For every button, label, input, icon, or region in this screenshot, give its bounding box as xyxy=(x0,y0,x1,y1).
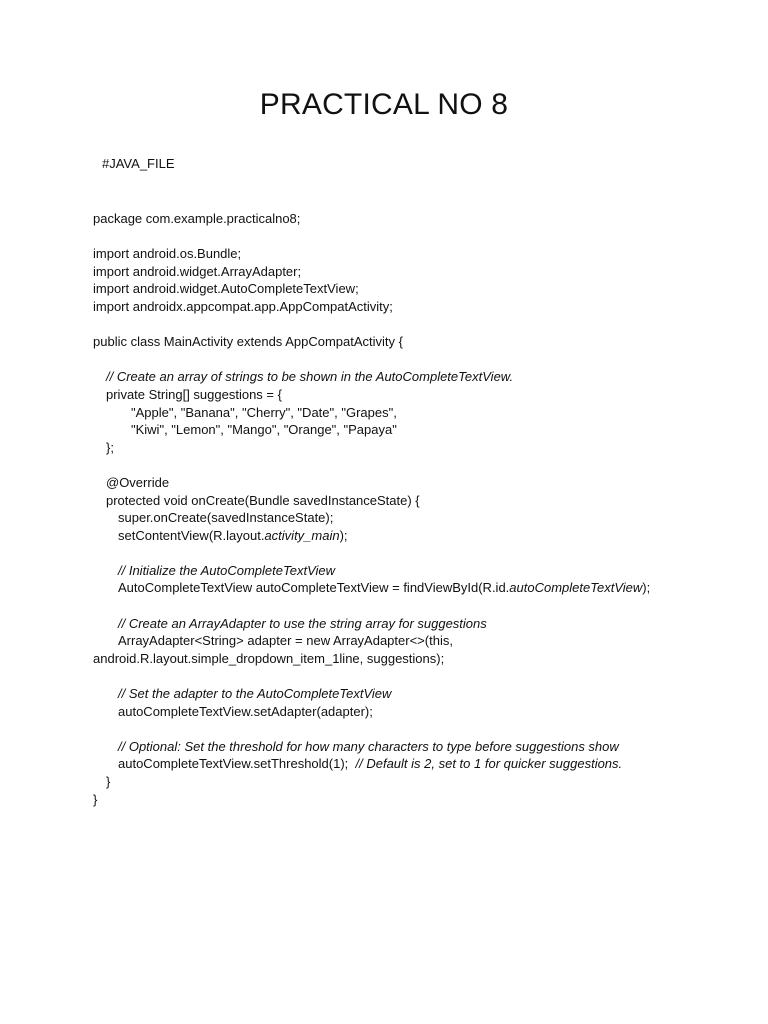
code-line-suggestions-row1: "Apple", "Banana", "Cherry", "Date", "Grapes", xyxy=(131,404,397,420)
code-line-blank xyxy=(93,456,733,474)
code-line-setcontentview xyxy=(93,527,733,545)
code-line-suggestions-decl: private String[] suggestions = { xyxy=(106,386,282,402)
code-comment-set-adapter: // Set the adapter to the AutoCompleteTextView xyxy=(118,686,392,702)
code-text: setContentView(R.layout. xyxy=(118,527,265,543)
code-line-override: @Override xyxy=(106,474,170,490)
code-line-method-close: } xyxy=(106,774,111,789)
code-comment-adapter: // Create an ArrayAdapter to use the string array for suggestions xyxy=(118,615,487,631)
code-line-import-arrayadapter: import android.widget.ArrayAdapter; xyxy=(93,263,302,279)
code-comment-array: // Create an array of strings to be shown in the AutoCompleteTextView. xyxy=(106,369,514,385)
code-line-findviewbyid xyxy=(93,579,733,597)
code-line-blank xyxy=(93,597,733,615)
code-line-class-close: } xyxy=(93,791,98,807)
code-line-import-bundle: import android.os.Bundle; xyxy=(93,246,242,262)
code-line-blank xyxy=(93,228,733,246)
code-line-blank xyxy=(93,544,733,562)
code-text: AutoCompleteTextView autoCompleteTextView = findViewById(R.id. xyxy=(118,580,510,596)
code-line-set-adapter: autoCompleteTextView.setAdapter(adapter); xyxy=(118,703,373,719)
code-block xyxy=(93,210,733,808)
code-line-set-threshold xyxy=(93,755,733,773)
code-line-array-close: }; xyxy=(106,439,114,455)
code-line-suggestions-row2: "Kiwi", "Lemon", "Mango", "Orange", "Papaya" xyxy=(131,422,397,438)
code-italic-text: autoCompleteTextView xyxy=(509,580,643,596)
code-line-blank xyxy=(93,351,733,369)
code-line-blank xyxy=(93,667,733,685)
code-line-super-call: super.onCreate(savedInstanceState); xyxy=(118,510,334,526)
code-line-class-decl: public class MainActivity extends AppCompatActivity { xyxy=(93,334,403,350)
code-line-oncreate-decl: protected void onCreate(Bundle savedInstanceState) { xyxy=(106,492,420,508)
page-title: PRACTICAL NO 8 xyxy=(259,88,509,121)
code-line-import-autocomplete: import android.widget.AutoCompleteTextView; xyxy=(93,281,359,297)
code-line-blank xyxy=(93,720,733,738)
code-line-import-appcompat: import androidx.appcompat.app.AppCompatActivity; xyxy=(93,298,393,314)
code-line-blank xyxy=(93,316,733,334)
code-line-adapter-2: android.R.layout.simple_dropdown_item_1line, suggestions); xyxy=(93,650,445,666)
code-text: ); xyxy=(339,527,348,543)
code-line-package: package com.example.practicalno8; xyxy=(93,211,301,226)
code-inline-comment: // Default is 2, set to 1 for quicker suggestions. xyxy=(355,756,623,772)
code-line-adapter-1: ArrayAdapter<String> adapter = new ArrayAdapter<>(this, xyxy=(118,633,453,649)
code-text: autoCompleteTextView.setThreshold(1); xyxy=(118,756,349,772)
code-text: ); xyxy=(642,580,651,596)
code-comment-init: // Initialize the AutoCompleteTextView xyxy=(118,562,336,578)
code-italic-text: activity_main xyxy=(264,527,340,543)
code-comment-threshold: // Optional: Set the threshold for how many characters to type before suggestions show xyxy=(118,738,619,754)
section-tag: #JAVA_FILE xyxy=(102,156,175,171)
